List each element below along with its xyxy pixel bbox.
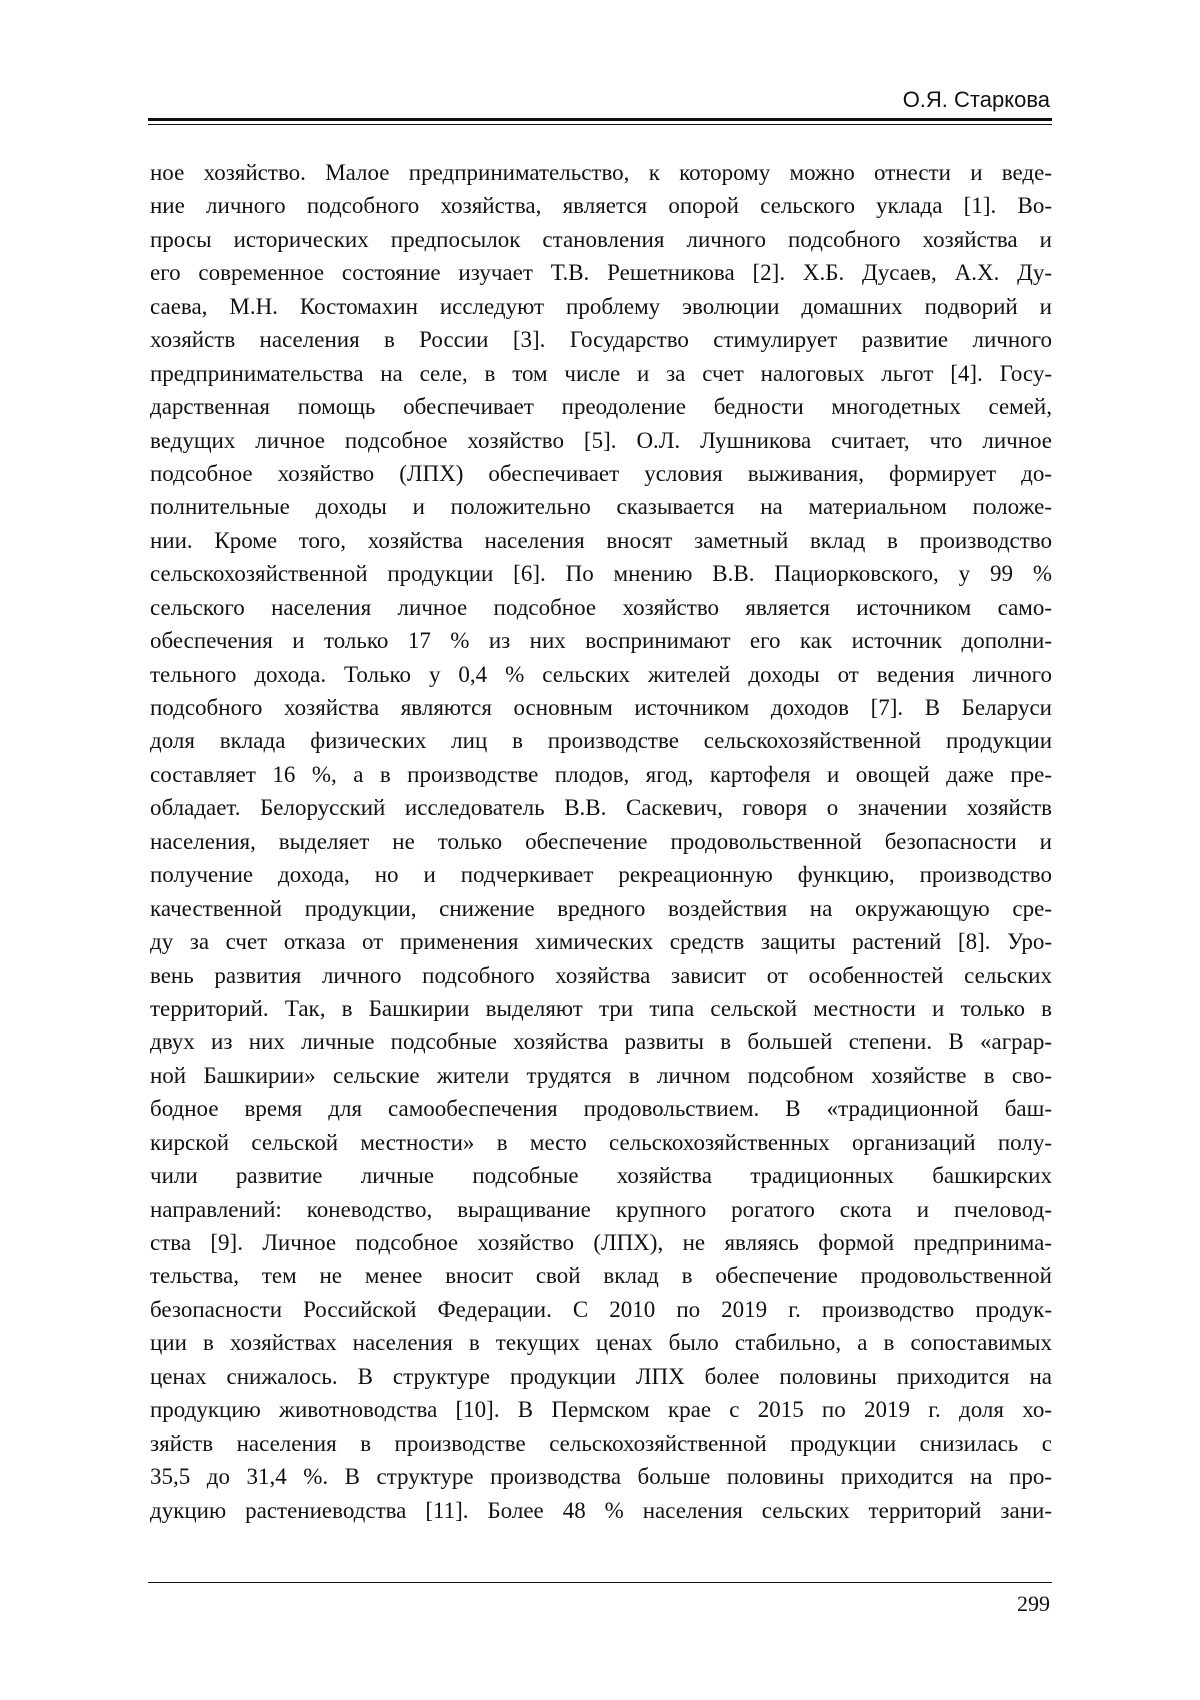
text-line: двух из них личные подсобные хозяйства развиты в большей степени. В «аграр- bbox=[150, 1025, 1052, 1058]
text-line: полнительные доходы и положительно сказывается на материальном положе- bbox=[150, 490, 1052, 523]
header-rule-thin bbox=[148, 124, 1052, 125]
text-line: ценах снижалось. В структуре продукции ЛПХ более половины приходится на bbox=[150, 1360, 1052, 1393]
running-header-author: О.Я. Старкова bbox=[148, 86, 1050, 114]
text-line: ной Башкирии» сельские жители трудятся в личном подсобном хозяйстве в сво- bbox=[150, 1059, 1052, 1092]
text-line: ду за счет отказа от применения химических средств защиты растений [8]. Уро- bbox=[150, 925, 1052, 958]
text-line: ное хозяйство. Малое предпринимательство, к которому можно отнести и веде- bbox=[150, 156, 1052, 189]
text-line: саева, М.Н. Костомахин исследуют проблему эволюции домашних подворий и bbox=[150, 290, 1052, 323]
text-line: хозяйств населения в России [3]. Государство стимулирует развитие личного bbox=[150, 323, 1052, 356]
text-line: кирской сельской местности» в место сельскохозяйственных организаций полу- bbox=[150, 1126, 1052, 1159]
text-line: вень развития личного подсобного хозяйства зависит от особенностей сельских bbox=[150, 959, 1052, 992]
text-line: доля вклада физических лиц в производстве сельскохозяйственной продукции bbox=[150, 724, 1052, 757]
text-line: сельскохозяйственной продукции [6]. По мнению В.В. Пациорковского, у 99 % bbox=[150, 557, 1052, 590]
text-line: качественной продукции, снижение вредного воздействия на окружающую сре- bbox=[150, 892, 1052, 925]
text-line: предпринимательства на селе, в том числе и за счет налоговых льгот [4]. Госу- bbox=[150, 357, 1052, 390]
text-line: ведущих личное подсобное хозяйство [5]. О.Л. Лушникова считает, что личное bbox=[150, 424, 1052, 457]
text-line: бодное время для самообеспечения продовольствием. В «традиционной баш- bbox=[150, 1092, 1052, 1125]
book-page bbox=[0, 0, 1200, 1700]
footer-rule bbox=[148, 1582, 1052, 1583]
text-line: дукцию растениеводства [11]. Более 48 % населения сельских территорий зани- bbox=[150, 1494, 1052, 1527]
text-line: обладает. Белорусский исследователь В.В. Саскевич, говоря о значении хозяйств bbox=[150, 791, 1052, 824]
text-line: зяйств населения в производстве сельскохозяйственной продукции снизилась с bbox=[150, 1427, 1052, 1460]
text-line: тельного дохода. Только у 0,4 % сельских жителей доходы от ведения личного bbox=[150, 658, 1052, 691]
text-line: сельского населения личное подсобное хозяйство является источником само- bbox=[150, 591, 1052, 624]
text-line: просы исторических предпосылок становления личного подсобного хозяйства и bbox=[150, 223, 1052, 256]
text-line: дарственная помощь обеспечивает преодоление бедности многодетных семей, bbox=[150, 390, 1052, 423]
text-line: направлений: коневодство, выращивание крупного рогатого скота и пчеловод- bbox=[150, 1193, 1052, 1226]
text-line: 35,5 до 31,4 %. В структуре производства больше половины приходится на про- bbox=[150, 1460, 1052, 1493]
text-line: населения, выделяет не только обеспечение продовольственной безопасности и bbox=[150, 825, 1052, 858]
text-line: подсобного хозяйства являются основным источником доходов [7]. В Беларуси bbox=[150, 691, 1052, 724]
text-line: обеспечения и только 17 % из них воспринимают его как источник дополни- bbox=[150, 624, 1052, 657]
page-number: 299 bbox=[148, 1590, 1050, 1618]
text-line: подсобное хозяйство (ЛПХ) обеспечивает условия выживания, формирует до- bbox=[150, 457, 1052, 490]
text-line: ства [9]. Личное подсобное хозяйство (ЛПХ), не являясь формой предпринима- bbox=[150, 1226, 1052, 1259]
body-paragraph bbox=[150, 156, 1052, 1527]
text-line: безопасности Российской Федерации. С 2010 по 2019 г. производство продук- bbox=[150, 1293, 1052, 1326]
text-line: чили развитие личные подсобные хозяйства традиционных башкирских bbox=[150, 1159, 1052, 1192]
text-line: продукцию животноводства [10]. В Пермском крае с 2015 по 2019 г. доля хо- bbox=[150, 1393, 1052, 1426]
text-line: тельства, тем не менее вносит свой вклад в обеспечение продовольственной bbox=[150, 1259, 1052, 1292]
text-line: территорий. Так, в Башкирии выделяют три типа сельской местности и только в bbox=[150, 992, 1052, 1025]
text-line: его современное состояние изучает Т.В. Решетникова [2]. Х.Б. Дусаев, А.Х. Ду- bbox=[150, 256, 1052, 289]
header-rule-thick bbox=[148, 118, 1052, 121]
text-line: получение дохода, но и подчеркивает рекреационную функцию, производство bbox=[150, 858, 1052, 891]
text-line: нии. Кроме того, хозяйства населения вносят заметный вклад в производство bbox=[150, 524, 1052, 557]
text-line: ции в хозяйствах населения в текущих ценах было стабильно, а в сопоставимых bbox=[150, 1326, 1052, 1359]
text-line: составляет 16 %, а в производстве плодов, ягод, картофеля и овощей даже пре- bbox=[150, 758, 1052, 791]
text-line: ние личного подсобного хозяйства, является опорой сельского уклада [1]. Во- bbox=[150, 189, 1052, 222]
